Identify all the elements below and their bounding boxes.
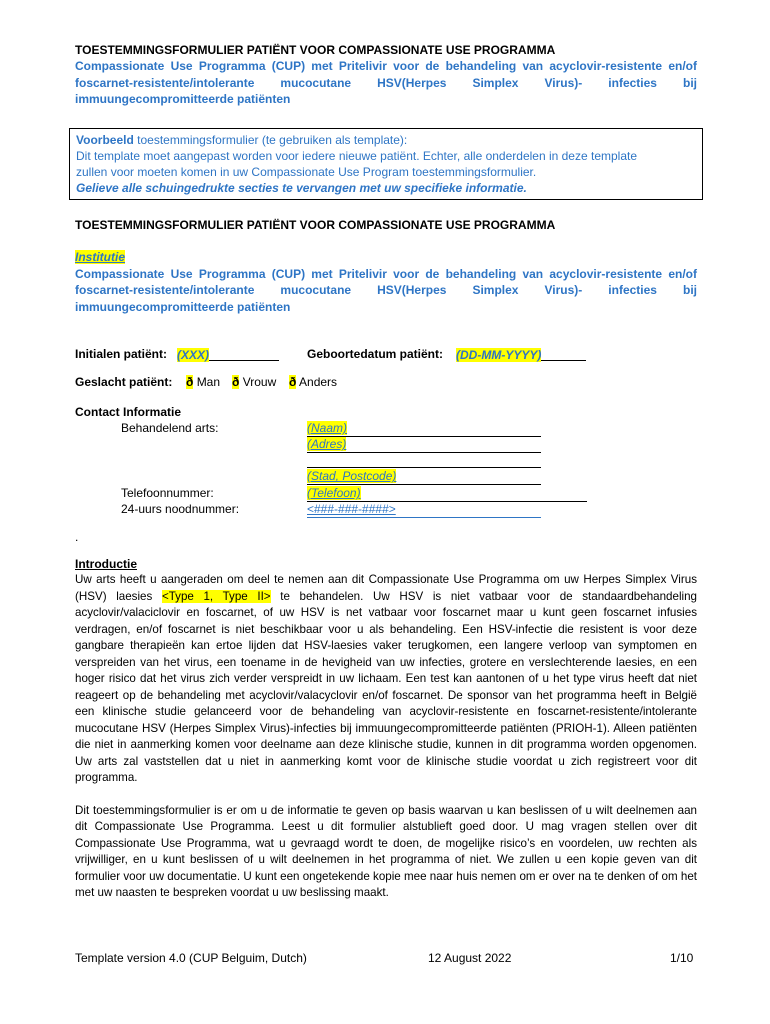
checkbox-icon[interactable]: ð (186, 375, 194, 390)
patient-id-row (75, 345, 697, 363)
footer-date: 12 August 2022 (428, 951, 512, 965)
subtitle-line-3: immuungecompromitteerde patiënten (75, 92, 291, 106)
gender-option-vrouw[interactable] (232, 373, 276, 391)
section-subtitle-line-2: foscarnet-resistente/intolerante mucocutane HSV(Herpes Simplex Virus)- infecties bij (75, 283, 697, 298)
doctor-name-field[interactable] (307, 420, 541, 437)
section-subtitle-line-1: Compassionate Use Programma (CUP) met Pritelivir voor de behandeling van acyclovir-resistente en/of (75, 266, 697, 281)
address-placeholder: (Adres) (307, 437, 347, 452)
doctor-city-field[interactable] (307, 468, 541, 485)
checkbox-icon[interactable]: ð (289, 375, 297, 390)
doctor-address-line-2[interactable] (307, 452, 541, 468)
dob-placeholder: (DD-MM-YYYY) (456, 348, 542, 363)
gender-label: Geslacht patiënt: (75, 375, 173, 390)
section-subtitle (75, 249, 697, 315)
notice-line-1 (76, 132, 696, 148)
section-title: TOESTEMMINGSFORMULIER PATIËNT VOOR COMPASSIONATE USE PROGRAMMA (75, 218, 556, 233)
document-subtitle (75, 58, 697, 108)
emergency-placeholder: <###-###-####> (307, 502, 396, 517)
intro-section (75, 556, 697, 902)
initials-field[interactable] (177, 346, 279, 361)
contact-heading: Contact Informatie (75, 405, 182, 420)
initials-placeholder: (XXX) (177, 348, 210, 363)
gender-option-label: Man (196, 375, 221, 390)
intro-p1-text: Uw arts heeft u aangeraden om deel te nemen aan dit Compassionate Use Programma om uw Herpes Simplex Virus (HSV) laesies (75, 573, 697, 603)
phone-field[interactable] (307, 485, 587, 502)
template-notice-box (69, 128, 703, 201)
gender-row (75, 373, 697, 391)
contact-section (75, 404, 697, 516)
intro-heading: Introductie (75, 557, 137, 572)
subtitle-line-1: Compassionate Use Programma (CUP) met Pritelivir voor de behandeling van acyclovir-resistente en/of (75, 59, 697, 73)
gender-option-anders[interactable] (289, 373, 337, 391)
footer-page-number: 1/10 (670, 951, 694, 965)
gender-option-label: Vrouw (242, 375, 277, 390)
stray-dot: . (75, 530, 79, 545)
intro-paragraph-2: Dit toestemmingsformulier is er om u de informatie te geven op basis waarvan u kan beslissen of u wilt deelnemen aan dit Compassionate Use Programma. Leest u dit formulier alstublieft goed door. U mag vragen stellen over dit Compassionate Use Programma, wat u gevraagd wordt te doen, de mogelijke risico’s en voordelen, uw rechten als vrijwilliger, en u kunt beslissen of u wilt deelnemen in het programma of niet. We zullen u een kopie geven van dit formulier voor uw documentatie. U kunt een ongetekende kopie mee naar huis nemen om er over na te denken of om het met uw naasten te bespreken voordat u uw beslissing maakt. (75, 803, 697, 900)
phone-label: Telefoonnummer: (121, 486, 214, 501)
intro-paragraph-1 (75, 572, 697, 787)
doctor-address-field[interactable] (307, 436, 541, 453)
city-placeholder: (Stad, Postcode) (307, 469, 397, 484)
name-placeholder: (Naam) (307, 421, 348, 436)
institution-placeholder[interactable]: Institutie (75, 250, 125, 265)
notice-line-1-text: toestemmingsformulier (te gebruiken als template): (133, 132, 408, 147)
document-title: TOESTEMMINGSFORMULIER PATIËNT VOOR COMPASSIONATE USE PROGRAMMA (75, 43, 556, 57)
initials-label: Initialen patiënt: (75, 347, 168, 362)
gender-option-label: Anders (299, 375, 338, 390)
dob-field[interactable] (456, 346, 586, 361)
notice-bold-label: Voorbeeld (76, 132, 134, 147)
notice-line-4: Gelieve alle schuingedrukte secties te vervangen met uw specifieke informatie. (76, 181, 527, 196)
phone-placeholder: (Telefoon) (307, 486, 361, 501)
emergency-field[interactable] (307, 501, 541, 518)
subtitle-line-2: foscarnet-resistente/intolerante mucocutane HSV(Herpes Simplex Virus)- infecties bij (75, 75, 697, 90)
notice-line-3: zullen voor moeten komen in uw Compassionate Use Program toestemmingsformulier. (76, 164, 537, 179)
dob-label: Geboortedatum patiënt: (307, 347, 444, 362)
notice-line-2: Dit template moet aangepast worden voor iedere nieuwe patiënt. Echter, alle onderdelen in deze template (76, 148, 638, 163)
footer-version: Template version 4.0 (CUP Belguim, Dutch) (75, 951, 307, 965)
doctor-label: Behandelend arts: (121, 421, 219, 436)
intro-p1-text-cont: te behandelen. Uw HSV is niet vatbaar voor de standaardbehandeling acyclovir/valaciclovir en foscarnet, of uw HSV is net vatbaar voor foscarnet maar u kunt geen foscarnet infusies verdragen, en/of foscarnet is niet beschikbaar voor u als behandeling. Een HSV-infectie die resistent is voor deze gangbare therapieën kan ertoe lijden dat HSV-laesies vaker terugkomen, een langere verloop van symptomen en verspreiden van het virus, een toename in de hevigheid van uw infecties, grotere en verslechterende laesies, en een hoger risico dat het virus zich verder verspreidt in uw lichaam. Een test kan aantonen of u het type virus heeft dat niet reageert op de behandeling met acyclovir/valacyclovir en/of foscarnet. De sponsor van het programma heeft in België een klinische studie gelanceerd voor de behandeling van acyclovir-resistente en foscarnet-resistente/intolerante mucocutane HSV (Herpes Simplex Virus)-infecties bij immuungecompromitteerde patiënten (PRIOH-1). Alleen patiënten die niet in aanmerking komen voor deelname aan deze klinische studie, kunnen in dit programma worden opgenomen. Uw arts zal vaststellen dat u niet in aanmerking komt voor de klinische studie voordat u zich registreert voor dit programma. (75, 589, 697, 785)
checkbox-icon[interactable]: ð (232, 375, 240, 390)
virus-type-placeholder[interactable]: <Type 1, Type II> (161, 589, 271, 603)
emergency-label: 24-uurs noodnummer: (121, 502, 240, 517)
document-page (75, 42, 697, 902)
gender-option-man[interactable] (186, 373, 220, 391)
section-subtitle-line-3: immuungecompromitteerde patiënten (75, 299, 291, 314)
